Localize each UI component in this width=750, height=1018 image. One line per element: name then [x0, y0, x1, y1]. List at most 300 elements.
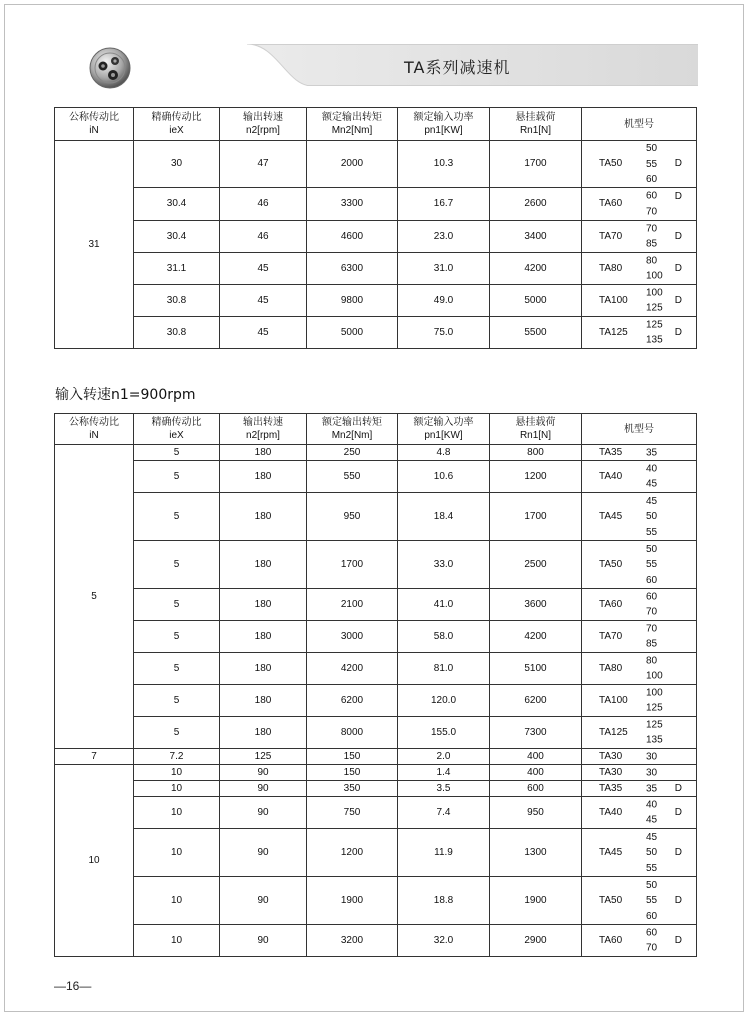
shaft-size: 85 — [646, 638, 658, 650]
table-row — [55, 829, 697, 877]
spec-table-2 — [54, 413, 697, 957]
input-power-cell: 120.0 — [398, 685, 490, 717]
shaft-size: 50 — [646, 846, 658, 858]
shaft-size-list — [646, 653, 663, 684]
model-name: TA100 — [599, 694, 628, 706]
model-cell — [582, 717, 697, 749]
overhung-load-cell: 3400 — [490, 221, 582, 253]
shaft-size: 50 — [646, 879, 658, 891]
model-name: TA45 — [599, 846, 623, 858]
shaft-size-list — [646, 685, 663, 716]
output-speed-cell: 90 — [220, 781, 307, 797]
model-name: TA60 — [599, 934, 623, 946]
column-header-cn: 悬挂载荷 — [515, 112, 556, 123]
output-speed-cell: 45 — [220, 317, 307, 349]
column-header — [307, 108, 398, 141]
shaft-size-list — [646, 829, 657, 876]
input-power-cell: 11.9 — [398, 829, 490, 877]
input-power-cell: 3.5 — [398, 781, 490, 797]
overhung-load-cell: 400 — [490, 749, 582, 765]
column-header — [490, 414, 582, 445]
shaft-size-list — [646, 877, 657, 924]
output-torque-cell: 2100 — [307, 589, 398, 621]
output-speed-cell: 90 — [220, 925, 307, 957]
model-cell — [582, 541, 697, 589]
column-header-en: n2[rpm] — [246, 430, 280, 441]
exact-ratio-cell: 5 — [134, 685, 220, 717]
exact-ratio-cell: 5 — [134, 493, 220, 541]
input-power-cell: 49.0 — [398, 285, 490, 317]
model-cell — [582, 493, 697, 541]
exact-ratio-cell: 10 — [134, 765, 220, 781]
model-name: TA60 — [599, 198, 623, 209]
hollow-shaft-mark: D — [674, 782, 682, 794]
output-torque-cell: 4600 — [307, 221, 398, 253]
page-number: —16— — [54, 979, 92, 993]
model-cell — [582, 253, 697, 285]
overhung-load-cell: 1700 — [490, 493, 582, 541]
table-row — [55, 717, 697, 749]
shaft-size: 135 — [646, 734, 663, 746]
output-speed-cell: 180 — [220, 541, 307, 589]
shaft-size: 70 — [646, 623, 658, 634]
shaft-size: 125 — [646, 302, 663, 314]
output-torque-cell: 5000 — [307, 317, 398, 349]
exact-ratio-cell: 5 — [134, 653, 220, 685]
shaft-size-list — [646, 589, 657, 620]
exact-ratio-cell: 5 — [134, 717, 220, 749]
model-cell — [582, 445, 697, 461]
shaft-size: 60 — [646, 190, 658, 202]
shaft-size: 70 — [646, 606, 658, 618]
model-cell — [582, 461, 697, 493]
input-power-cell: 155.0 — [398, 717, 490, 749]
overhung-load-cell: 1200 — [490, 461, 582, 493]
model-name: TA50 — [599, 894, 623, 906]
overhung-load-cell: 5000 — [490, 285, 582, 317]
input-power-cell: 23.0 — [398, 221, 490, 253]
header-banner — [52, 44, 698, 86]
model-name: TA35 — [599, 446, 623, 458]
table-row — [55, 541, 697, 589]
column-header-cn: 精确传动比 — [151, 112, 202, 123]
hollow-shaft-mark: D — [674, 894, 682, 906]
column-header-en: ieX — [169, 430, 184, 441]
model-name: TA45 — [599, 510, 623, 522]
spec-table-1 — [54, 107, 697, 349]
shaft-size-list — [646, 141, 657, 188]
shaft-size: 85 — [646, 238, 658, 250]
shaft-size: 40 — [646, 799, 658, 810]
table-row — [55, 221, 697, 253]
exact-ratio-cell: 5 — [134, 445, 220, 461]
shaft-size: 45 — [646, 495, 658, 507]
column-header — [582, 414, 697, 445]
overhung-load-cell: 6200 — [490, 685, 582, 717]
model-name: TA30 — [599, 750, 623, 762]
output-speed-cell: 45 — [220, 285, 307, 317]
model-cell — [582, 317, 697, 349]
shaft-size-list — [646, 765, 657, 781]
column-header-en: Mn2[Nm] — [331, 430, 373, 441]
overhung-load-cell: 5100 — [490, 653, 582, 685]
shaft-size: 55 — [646, 894, 658, 906]
column-header — [398, 414, 490, 445]
shaft-size: 50 — [646, 543, 658, 555]
model-cell — [582, 829, 697, 877]
shaft-size-list — [646, 797, 657, 828]
column-header-cn: 输出转速 — [243, 112, 283, 123]
column-header-en: Mn2[Nm] — [331, 125, 373, 136]
column-header — [307, 414, 398, 445]
exact-ratio-cell: 10 — [134, 797, 220, 829]
model-cell — [582, 589, 697, 621]
overhung-load-cell: 3600 — [490, 589, 582, 621]
model-cell — [582, 621, 697, 653]
column-header — [582, 108, 697, 141]
model-name: TA40 — [599, 806, 623, 818]
column-header — [55, 414, 134, 445]
column-header — [220, 108, 307, 141]
column-header — [134, 414, 220, 445]
model-cell — [582, 221, 697, 253]
hollow-shaft-mark: D — [674, 294, 682, 306]
input-power-cell: 18.4 — [398, 493, 490, 541]
shaft-size: 60 — [646, 591, 658, 602]
overhung-load-cell: 7300 — [490, 717, 582, 749]
output-speed-cell: 180 — [220, 621, 307, 653]
shaft-size: 100 — [646, 687, 663, 698]
hollow-shaft-mark: D — [674, 846, 682, 858]
column-header-en: Rn1[N] — [519, 125, 552, 136]
page-title: TA系列减速机 — [404, 58, 511, 77]
output-torque-cell: 9800 — [307, 285, 398, 317]
input-power-cell: 10.3 — [398, 141, 490, 188]
nominal-ratio-cell: 10 — [55, 765, 134, 957]
shaft-size-list — [646, 541, 657, 588]
output-torque-cell: 3300 — [307, 188, 398, 221]
table-row — [55, 749, 697, 765]
column-header-cn: 额定输出转矩 — [322, 112, 382, 123]
shaft-size: 100 — [646, 287, 663, 298]
model-name: TA100 — [599, 294, 628, 306]
output-torque-cell: 8000 — [307, 717, 398, 749]
input-power-cell: 41.0 — [398, 589, 490, 621]
model-name: TA125 — [599, 726, 628, 738]
model-cell — [582, 925, 697, 957]
output-speed-cell: 45 — [220, 253, 307, 285]
shaft-size: 50 — [646, 142, 658, 154]
shaft-size: 45 — [646, 814, 658, 826]
column-header-en: pn1[KW] — [424, 125, 463, 136]
shaft-size: 80 — [646, 655, 658, 666]
shaft-size: 30 — [646, 750, 658, 762]
shaft-size-list — [646, 749, 657, 765]
table-row — [55, 653, 697, 685]
column-header-cn: 额定输出转矩 — [322, 417, 382, 428]
model-name: TA80 — [599, 262, 623, 274]
exact-ratio-cell: 31.1 — [134, 253, 220, 285]
table-row — [55, 797, 697, 829]
exact-ratio-cell: 5 — [134, 461, 220, 493]
exact-ratio-cell: 5 — [134, 541, 220, 589]
input-power-cell: 81.0 — [398, 653, 490, 685]
overhung-load-cell: 600 — [490, 781, 582, 797]
column-header-en: ieX — [169, 125, 184, 136]
shaft-size: 60 — [646, 574, 658, 586]
output-speed-cell: 180 — [220, 685, 307, 717]
model-cell — [582, 781, 697, 797]
column-header-cn: 额定输入功率 — [413, 417, 474, 428]
shaft-size: 135 — [646, 334, 663, 346]
overhung-load-cell: 2500 — [490, 541, 582, 589]
output-torque-cell: 550 — [307, 461, 398, 493]
output-torque-cell: 750 — [307, 797, 398, 829]
output-torque-cell: 1700 — [307, 541, 398, 589]
model-name: TA80 — [599, 662, 623, 674]
shaft-size-list — [646, 925, 657, 956]
overhung-load-cell: 4200 — [490, 253, 582, 285]
output-torque-cell: 2000 — [307, 141, 398, 188]
overhung-load-cell: 5500 — [490, 317, 582, 349]
table-row — [55, 493, 697, 541]
shaft-size-list — [646, 717, 663, 748]
overhung-load-cell: 4200 — [490, 621, 582, 653]
shaft-size-list — [646, 253, 663, 284]
exact-ratio-cell: 10 — [134, 781, 220, 797]
table-row — [55, 317, 697, 349]
shaft-size: 55 — [646, 526, 658, 538]
exact-ratio-cell: 30.4 — [134, 221, 220, 253]
output-speed-cell: 90 — [220, 877, 307, 925]
input-power-cell: 33.0 — [398, 541, 490, 589]
output-speed-cell: 46 — [220, 188, 307, 221]
input-power-cell: 16.7 — [398, 188, 490, 221]
model-cell — [582, 188, 697, 221]
input-power-cell: 75.0 — [398, 317, 490, 349]
model-cell — [582, 749, 697, 765]
input-power-cell: 4.8 — [398, 445, 490, 461]
exact-ratio-cell: 30.4 — [134, 188, 220, 221]
input-power-cell: 7.4 — [398, 797, 490, 829]
exact-ratio-cell: 30.8 — [134, 317, 220, 349]
shaft-size-list — [646, 781, 657, 797]
column-header-en: pn1[KW] — [424, 430, 463, 441]
column-header-cn: 精确传动比 — [151, 417, 202, 428]
input-power-cell: 2.0 — [398, 749, 490, 765]
output-speed-cell: 90 — [220, 829, 307, 877]
shaft-size: 125 — [646, 719, 663, 730]
overhung-load-cell: 400 — [490, 765, 582, 781]
shaft-size-list — [646, 621, 657, 652]
output-torque-cell: 3200 — [307, 925, 398, 957]
input-power-cell: 31.0 — [398, 253, 490, 285]
model-name: TA70 — [599, 230, 623, 242]
nominal-ratio-cell: 5 — [55, 445, 134, 749]
exact-ratio-cell: 10 — [134, 829, 220, 877]
output-speed-cell: 125 — [220, 749, 307, 765]
shaft-size: 55 — [646, 862, 658, 874]
shaft-size-list — [646, 285, 663, 316]
overhung-load-cell: 1300 — [490, 829, 582, 877]
shaft-size-list — [646, 445, 657, 461]
output-speed-cell: 180 — [220, 461, 307, 493]
output-torque-cell: 3000 — [307, 621, 398, 653]
shaft-size: 70 — [646, 206, 658, 217]
column-header — [398, 108, 490, 141]
table-row — [55, 925, 697, 957]
input-power-cell: 1.4 — [398, 765, 490, 781]
overhung-load-cell: 2900 — [490, 925, 582, 957]
output-speed-cell: 46 — [220, 221, 307, 253]
hollow-shaft-mark: D — [674, 230, 682, 242]
hollow-shaft-mark: D — [674, 262, 682, 274]
shaft-size: 30 — [646, 766, 658, 778]
model-cell — [582, 141, 697, 188]
output-speed-cell: 180 — [220, 717, 307, 749]
header-swoosh — [202, 44, 312, 86]
column-header-en: n2[rpm] — [246, 125, 280, 136]
shaft-size: 45 — [646, 478, 658, 490]
hollow-shaft-mark: D — [674, 158, 682, 169]
shaft-size-list — [646, 461, 657, 492]
model-cell — [582, 797, 697, 829]
model-name: TA50 — [599, 558, 623, 570]
input-power-cell: 18.8 — [398, 877, 490, 925]
hollow-shaft-mark: D — [674, 326, 682, 338]
shaft-size: 125 — [646, 319, 663, 330]
shaft-size: 70 — [646, 942, 658, 954]
nominal-ratio-cell: 7 — [55, 749, 134, 765]
output-speed-cell: 90 — [220, 765, 307, 781]
shaft-size: 40 — [646, 463, 658, 474]
model-name: TA40 — [599, 470, 623, 482]
table-row — [55, 285, 697, 317]
model-name: TA60 — [599, 598, 623, 610]
shaft-size: 45 — [646, 831, 658, 843]
shaft-size: 60 — [646, 927, 658, 938]
column-header — [55, 108, 134, 141]
exact-ratio-cell: 10 — [134, 925, 220, 957]
column-header-cn: 机型号 — [624, 118, 654, 130]
table-row — [55, 685, 697, 717]
shaft-size: 100 — [646, 270, 663, 282]
shaft-size: 60 — [646, 173, 658, 185]
shaft-size: 55 — [646, 158, 658, 170]
output-torque-cell: 6300 — [307, 253, 398, 285]
output-torque-cell: 350 — [307, 781, 398, 797]
overhung-load-cell: 1900 — [490, 877, 582, 925]
input-power-cell: 32.0 — [398, 925, 490, 957]
column-header — [220, 414, 307, 445]
column-header-cn: 机型号 — [624, 423, 654, 435]
column-header — [490, 108, 582, 141]
output-speed-cell: 180 — [220, 653, 307, 685]
model-name: TA70 — [599, 630, 623, 642]
output-speed-cell: 90 — [220, 797, 307, 829]
overhung-load-cell: 2600 — [490, 188, 582, 221]
output-speed-cell: 180 — [220, 445, 307, 461]
shaft-size: 80 — [646, 255, 658, 266]
output-torque-cell: 150 — [307, 749, 398, 765]
overhung-load-cell: 800 — [490, 445, 582, 461]
hollow-shaft-mark: D — [674, 934, 682, 946]
hollow-shaft-mark: D — [674, 191, 682, 202]
input-power-cell: 10.6 — [398, 461, 490, 493]
input-speed-title: 输入转速n1=900rpm — [55, 387, 196, 403]
column-header-en: iN — [89, 430, 99, 441]
column-header-cn: 输出转速 — [243, 417, 283, 428]
column-header-cn: 悬挂载荷 — [515, 417, 556, 428]
model-cell — [582, 653, 697, 685]
model-cell — [582, 285, 697, 317]
column-header-cn: 额定输入功率 — [413, 112, 474, 123]
table-row — [55, 765, 697, 781]
exact-ratio-cell: 10 — [134, 877, 220, 925]
model-name: TA30 — [599, 766, 623, 778]
shaft-size: 100 — [646, 670, 663, 682]
output-speed-cell: 180 — [220, 493, 307, 541]
column-header-cn: 公称传动比 — [69, 417, 119, 428]
model-cell — [582, 685, 697, 717]
exact-ratio-cell: 5 — [134, 589, 220, 621]
exact-ratio-cell: 7.2 — [134, 749, 220, 765]
column-header-en: Rn1[N] — [519, 430, 552, 441]
model-name: TA35 — [599, 782, 623, 794]
column-header — [134, 108, 220, 141]
output-torque-cell: 4200 — [307, 653, 398, 685]
output-torque-cell: 950 — [307, 493, 398, 541]
table-row — [55, 445, 697, 461]
input-power-cell: 58.0 — [398, 621, 490, 653]
shaft-size: 70 — [646, 223, 658, 234]
output-torque-cell: 150 — [307, 765, 398, 781]
shaft-size-list — [646, 493, 657, 540]
table-row — [55, 877, 697, 925]
model-name: TA50 — [599, 158, 623, 169]
overhung-load-cell: 950 — [490, 797, 582, 829]
table-row — [55, 621, 697, 653]
table-row — [55, 781, 697, 797]
shaft-size: 35 — [646, 782, 658, 794]
column-header-en: iN — [89, 125, 99, 136]
output-torque-cell: 1200 — [307, 829, 398, 877]
shaft-size: 35 — [646, 446, 658, 458]
table-row — [55, 188, 697, 221]
shaft-size-list — [646, 221, 657, 252]
exact-ratio-cell: 30.8 — [134, 285, 220, 317]
nominal-ratio-cell: 31 — [55, 141, 134, 349]
shaft-size: 125 — [646, 702, 663, 714]
shaft-size-list — [646, 317, 663, 348]
output-speed-cell: 180 — [220, 589, 307, 621]
gear-reducer-logo-icon — [88, 46, 132, 90]
model-cell — [582, 877, 697, 925]
output-torque-cell: 6200 — [307, 685, 398, 717]
model-name: TA125 — [599, 326, 628, 338]
table-row — [55, 589, 697, 621]
table-row — [55, 141, 697, 188]
table-row — [55, 253, 697, 285]
shaft-size: 50 — [646, 510, 658, 522]
output-speed-cell: 47 — [220, 141, 307, 188]
table-row — [55, 461, 697, 493]
hollow-shaft-mark: D — [674, 806, 682, 818]
shaft-size: 55 — [646, 558, 658, 570]
exact-ratio-cell: 5 — [134, 621, 220, 653]
column-header-cn: 公称传动比 — [69, 112, 119, 123]
output-torque-cell: 250 — [307, 445, 398, 461]
